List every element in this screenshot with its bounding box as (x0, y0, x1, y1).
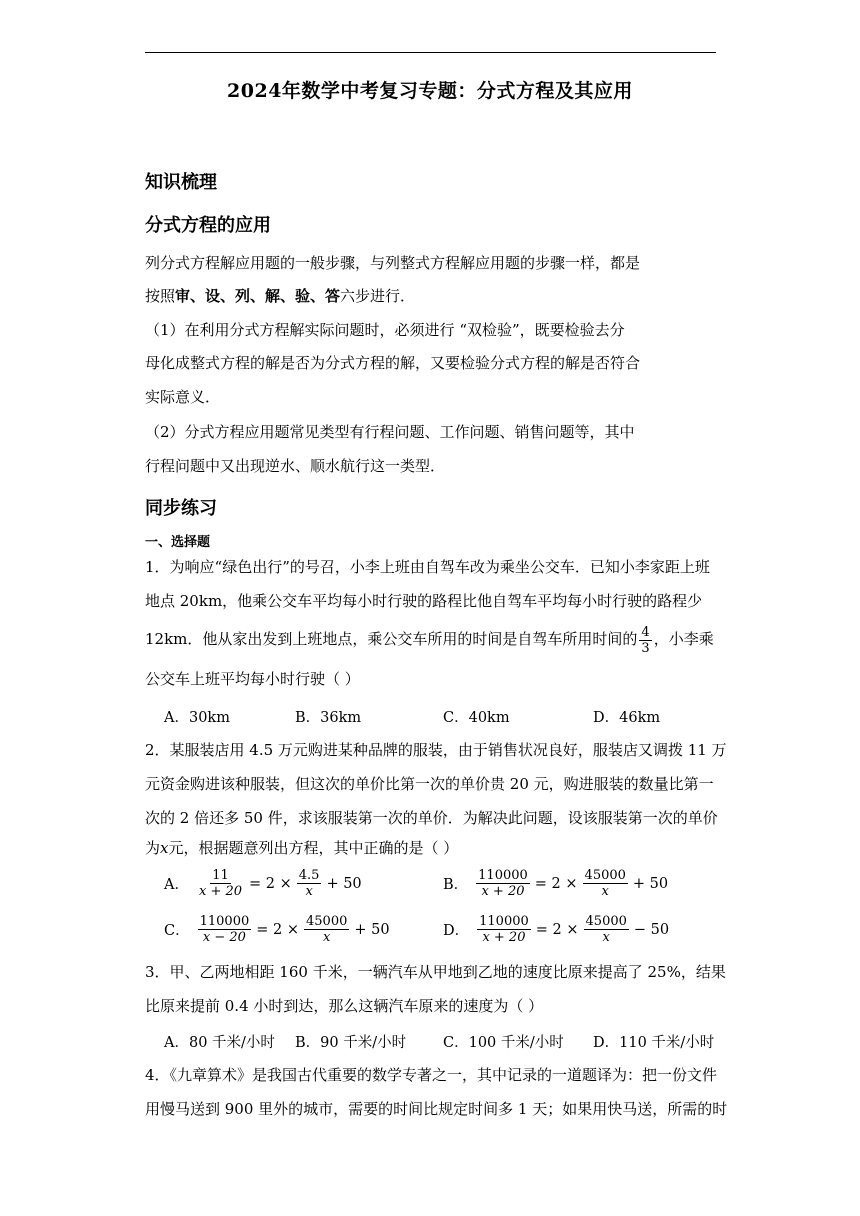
q2-line-3: 次的 2 倍还多 50 件，求该服装第一次的单价．为解决此问题，设该服装第一次的单价 (145, 809, 718, 827)
p1-line-3: 实际意义． (145, 388, 221, 406)
header-rule (145, 52, 716, 53)
q3-line-1: 3．甲、乙两地相距 160 千米，一辆汽车从甲地到乙地的速度比原来提高了 25%，结果 (145, 963, 726, 981)
page-title: 2024年数学中考复习专题：分式方程及其应用 (227, 80, 633, 102)
q4-line-1: 4．《九章算术》是我国古代重要的数学专著之一，其中记录的一道题译为：把一份文件 (145, 1066, 718, 1084)
steps-bold: 审、设、列、解、验、答 (175, 287, 341, 305)
q2-option-b[interactable]: B． $\frac{110000}{x + 20}$ = 2 × $\frac{45000}{x}$ + 50 (443, 868, 669, 899)
fraction-four-thirds: $\frac{4}{3}$ (641, 624, 650, 656)
q2-line-2: 元资金购进该种服装，但这次的单价比第一次的单价贵 20 元，购进服装的数量比第一 (145, 775, 714, 793)
q3-option-b[interactable]: B．90 千米/小时 (295, 1035, 407, 1051)
q1-option-a[interactable]: A．30km (164, 710, 230, 726)
intro-line-2: 按照审、设、列、解、验、答六步进行． (145, 287, 416, 305)
q3-option-a[interactable]: A．80 千米/小时 (164, 1035, 275, 1051)
q2-option-c[interactable]: C． $\frac{110000}{x - 20}$ = 2 × $\frac{45000}{x}$ + 50 (164, 914, 390, 945)
q1-line-3: 12km．他从家出发到上班地点，乘公交车所用的时间是自驾车所用时间的 $\frac{4}{3}$ ，小李乘 (145, 624, 714, 656)
q1-line-4: 公交车上班平均每小时行驶（ ） (145, 670, 360, 688)
p2-line-2: 行程问题中又出现逆水、顺水航行这一类型． (145, 457, 446, 475)
p2-line-1: （2）分式方程应用题常见类型有行程问题、工作问题、销售问题等，其中 (145, 423, 635, 441)
q4-line-2: 用慢马送到 900 里外的城市，需要的时间比规定时间多 1 天；如果用快马送，所需的时 (145, 1100, 728, 1118)
q3-line-2: 比原来提前 0.4 小时到达，那么这辆汽车原来的速度为（ ） (145, 997, 544, 1015)
q2-line-4: 为x元，根据题意列出方程，其中正确的是（ ） (145, 839, 459, 857)
section-knowledge: 知识梳理 (145, 172, 217, 193)
p1-line-2: 母化成整式方程的解是否为分式方程的解，又要检验分式方程的解是否符合 (145, 354, 641, 372)
section-practice: 同步练习 (145, 498, 217, 519)
q1-option-b[interactable]: B．36km (295, 710, 362, 726)
p1-line-1: （1）在利用分式方程解实际问题时，必须进行 “双检验”，既要检验去分 (145, 321, 625, 339)
q1-option-d[interactable]: D．46km (593, 710, 661, 726)
q2-line-1: 2．某服装店用 4.5 万元购进某种品牌的服装，由于销售状况良好，服装店又调拨 11 万 (145, 741, 727, 759)
q3-option-d[interactable]: D．110 千米/小时 (593, 1035, 715, 1051)
q1-option-c[interactable]: C．40km (443, 710, 510, 726)
q3-option-c[interactable]: C．100 千米/小时 (443, 1035, 564, 1051)
q1-line-2: 地点 20km，他乘公交车平均每小时行驶的路程比他自驾车平均每小时行驶的路程少 (145, 592, 703, 610)
section-application: 分式方程的应用 (145, 215, 271, 236)
intro-line-1: 列分式方程解应用题的一般步骤，与列整式方程解应用题的步骤一样，都是 (145, 254, 641, 272)
q2-option-d[interactable]: D． $\frac{110000}{x + 20}$ = 2 × $\frac{45000}{x}$ − 50 (443, 914, 670, 945)
q2-option-a[interactable]: A． $\frac{11}{x + 20}$ = 2 × $\frac{4.5}{x}$ + 50 (164, 868, 362, 899)
q1-line-1: 1．为响应“绿色出行”的号召，小李上班由自驾车改为乘坐公交车．已知小李家距上班 (145, 558, 710, 576)
section-choice: 一、选择题 (145, 535, 211, 550)
